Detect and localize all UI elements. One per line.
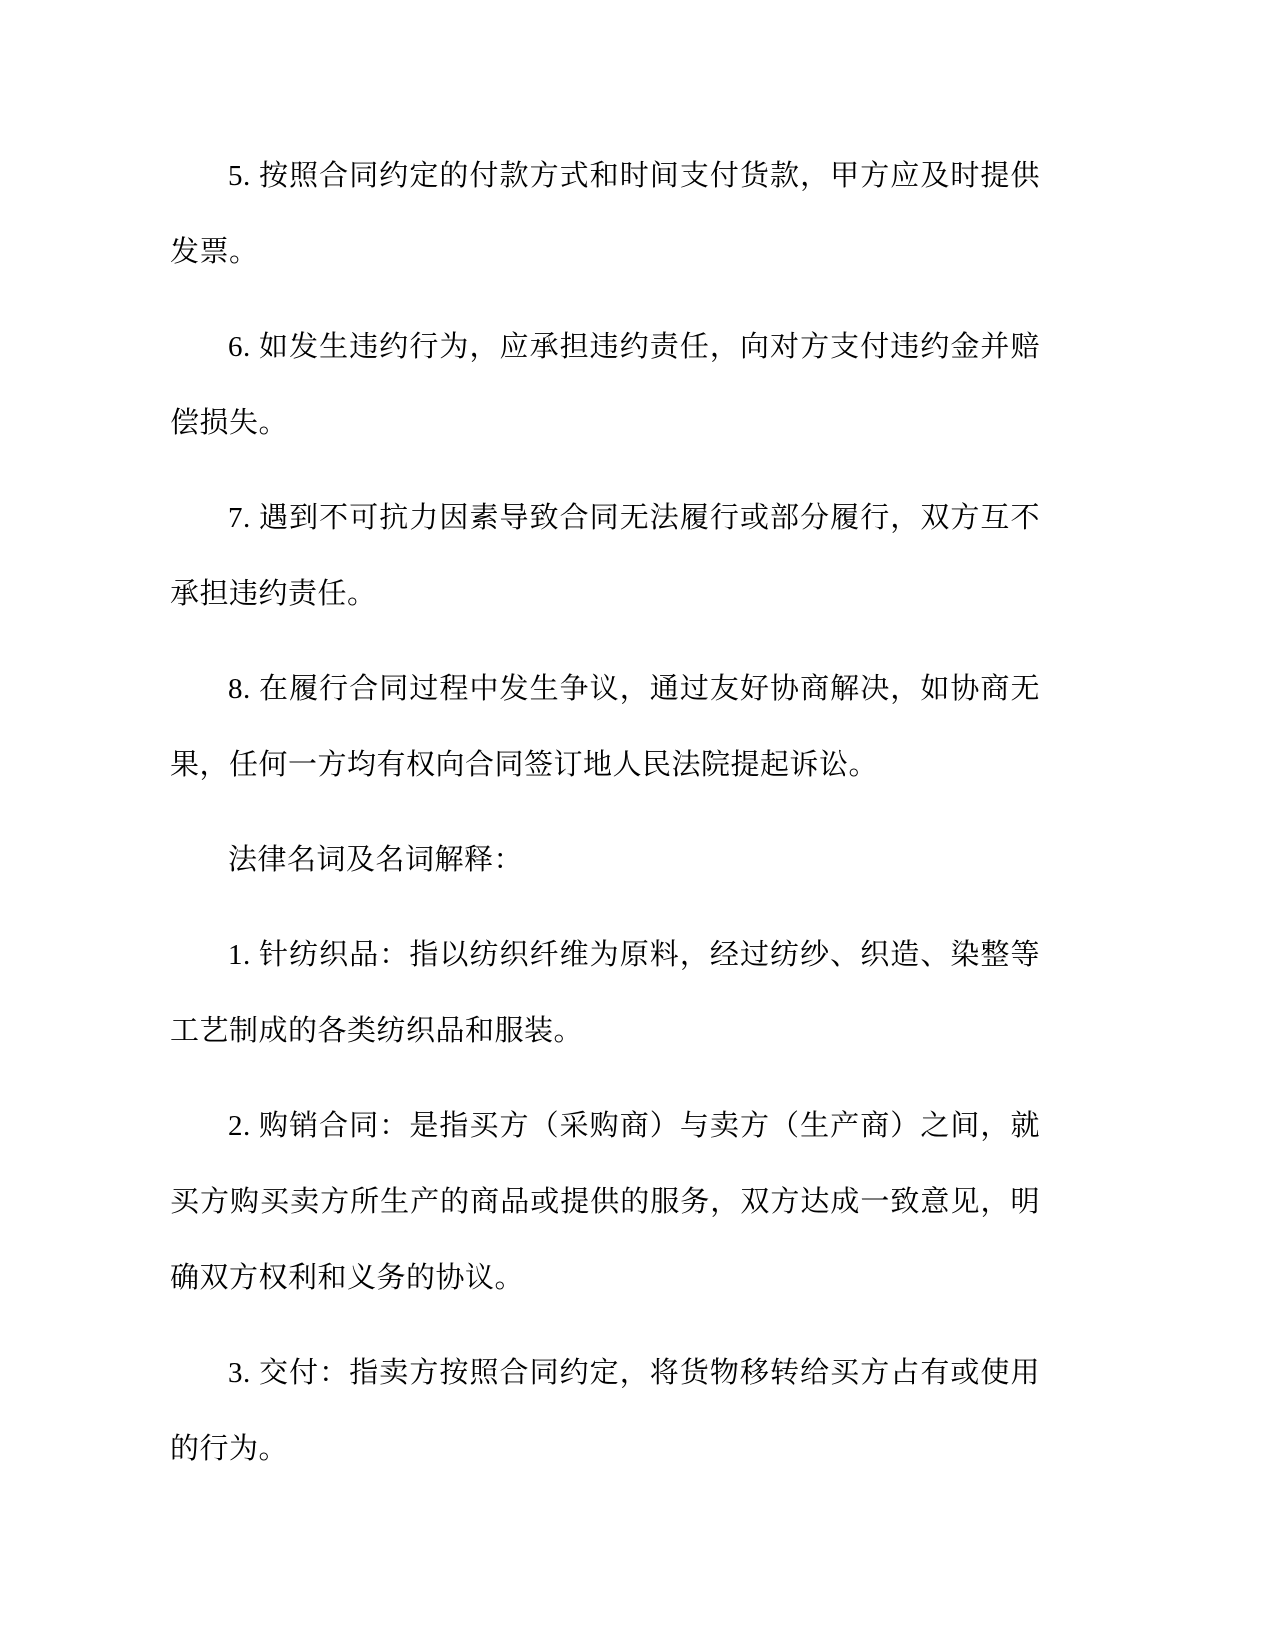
term-2-purchase-sale-contract: 2. 购销合同：是指买方（采购商）与卖方（生产商）之间，就买方购买卖方所生产的商品或提供的服务，双方达成一致意见，明确双方权利和义务的协议。 [170, 1110, 1040, 1294]
clause-6-breach-liability: 6. 如发生违约行为，应承担违约责任，向对方支付违约金并赔偿损失。 [170, 331, 1040, 439]
clause-7-force-majeure: 7. 遇到不可抗力因素导致合同无法履行或部分履行，双方互不承担违约责任。 [170, 502, 1040, 610]
section-heading-legal-terms: 法律名词及名词解释： [228, 844, 524, 876]
term-3-delivery: 3. 交付：指卖方按照合同约定，将货物移转给买方占有或使用的行为。 [170, 1357, 1040, 1465]
document-body [170, 138, 1040, 1506]
term-1-knitted-textiles: 1. 针纺织品：指以纺织纤维为原料，经过纺纱、织造、染整等工艺制成的各类纺织品和服装。 [170, 939, 1040, 1047]
clause-5-payment: 5. 按照合同约定的付款方式和时间支付货款，甲方应及时提供发票。 [170, 160, 1040, 268]
clause-8-dispute-resolution: 8. 在履行合同过程中发生争议，通过友好协商解决，如协商无果，任何一方均有权向合同签订地人民法院提起诉讼。 [170, 673, 1040, 781]
